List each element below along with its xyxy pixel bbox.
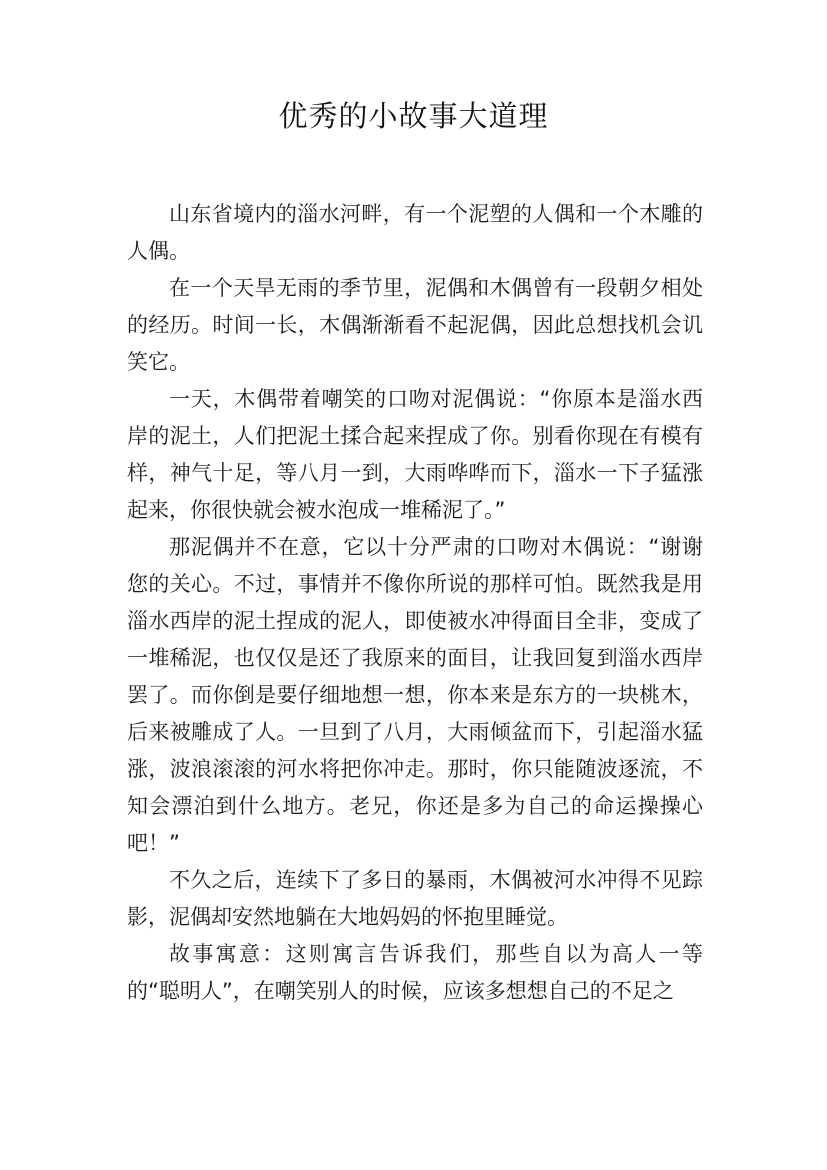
paragraph: 山东省境内的淄水河畔，有一个泥塑的人偶和一个木雕的人偶。 [127, 202, 703, 263]
paragraph: 一天，木偶带着嘲笑的口吻对泥偶说：“你原本是淄水西岸的泥土，人们把泥土揉合起来捏成了你。别看你现在有模有样，神气十足，等八月一到，大雨哗哗而下，淄水一下子猛涨起来，你很快就会被水泡成一堆稀泥了。” [127, 387, 703, 522]
paragraph: 不久之后，连续下了多日的暴雨，木偶被河水冲得不见踪影，泥偶却安然地躺在大地妈妈的怀抱里睡觉。 [127, 868, 703, 929]
paragraph: 那泥偶并不在意，它以十分严肃的口吻对木偶说：“谢谢您的关心。不过，事情并不像你所说的那样可怕。既然我是用淄水西岸的泥土捏成的泥人，即使被水冲得面目全非，变成了一堆稀泥，也仅仅是还了我原来的面目，让我回复到淄水西岸罢了。而你倒是要仔细地想一想，你本来是东方的一块桃木，后来被雕成了人。一旦到了八月，大雨倾盆而下，引起淄水猛涨，波浪滚滚的河水将把你冲走。那时，你只能随波逐流，不知会漂泊到什么地方。老兄，你还是多为自己的命运操操心吧！” [127, 535, 703, 855]
document-body [127, 196, 703, 1010]
document-title: 优秀的小故事大道理 [278, 99, 549, 133]
paragraph: 在一个天旱无雨的季节里，泥偶和木偶曾有一段朝夕相处的经历。时间一长，木偶渐渐看不起泥偶，因此总想找机会讥笑它。 [127, 276, 703, 374]
paragraph: 故事寓意：这则寓言告诉我们，那些自以为高人一等的“聪明人”，在嘲笑别人的时候，应该多想想自己的不足之 [127, 942, 703, 1003]
